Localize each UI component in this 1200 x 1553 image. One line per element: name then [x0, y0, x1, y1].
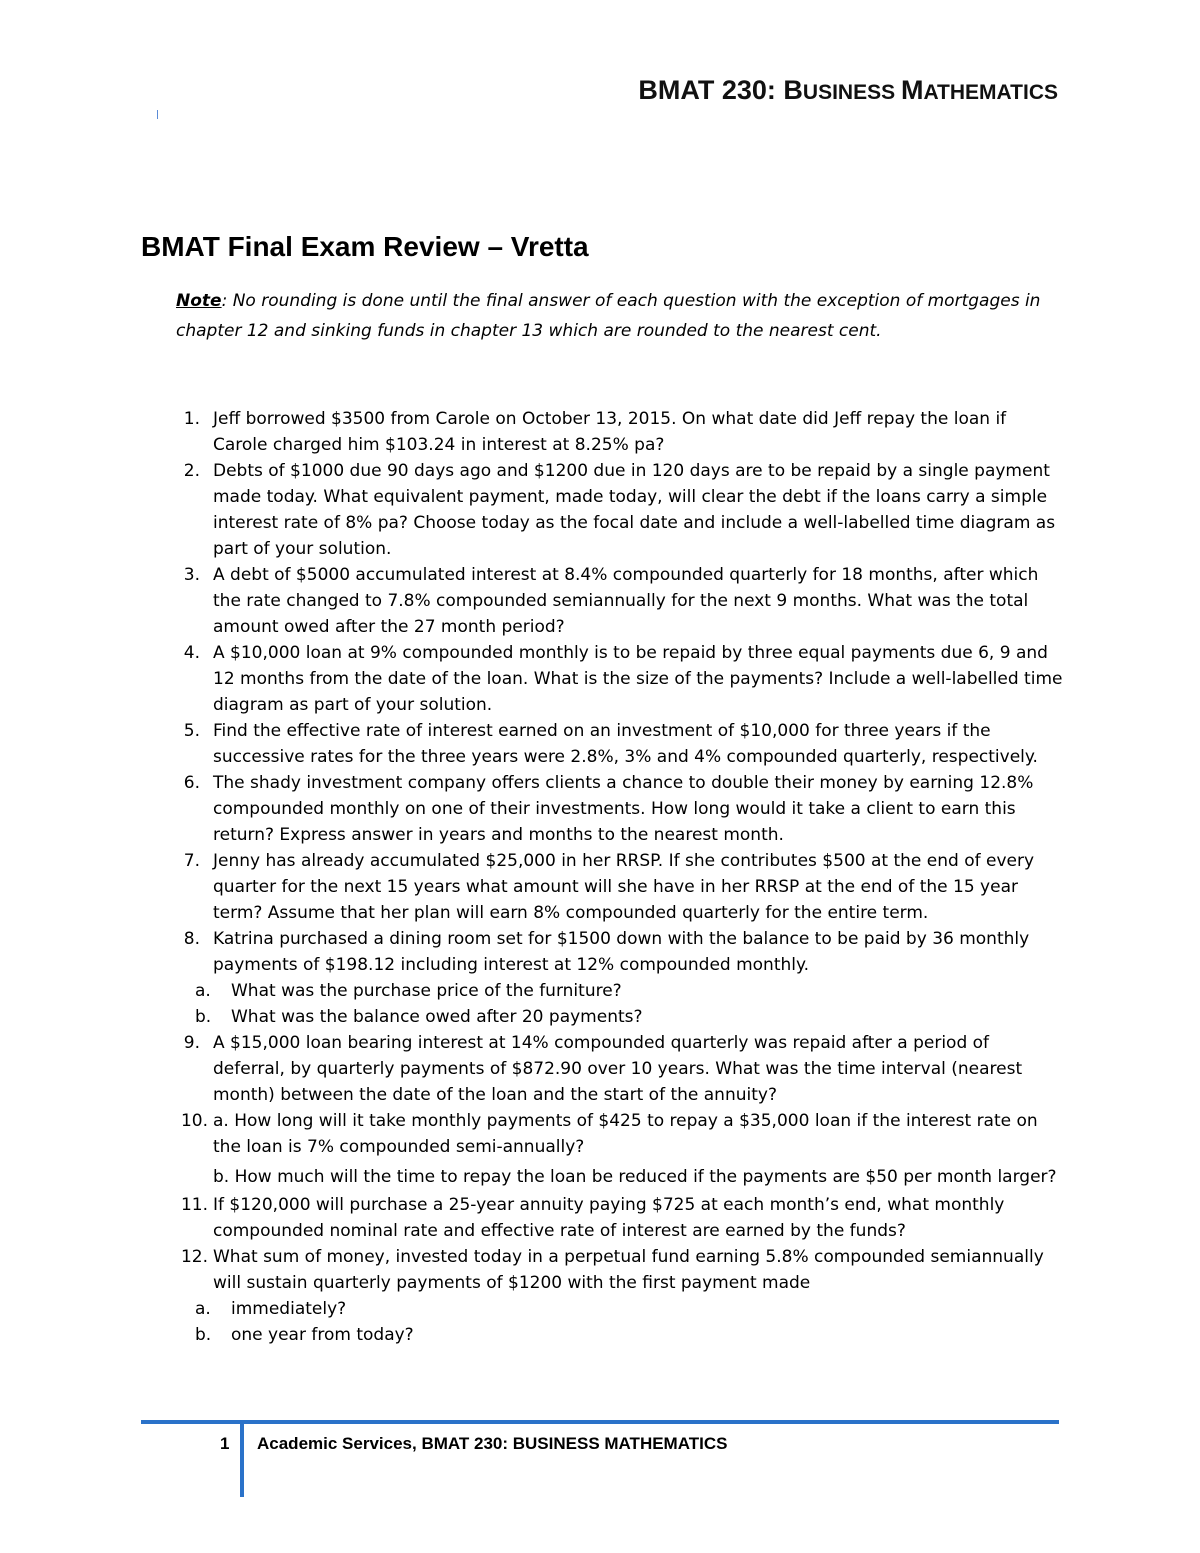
sub-question: a. immediately?	[195, 1299, 347, 1319]
question-item: 8. Katrina purchased a dining room set for $1500 down with the balance to be paid by 36 monthly payments of $198.12 including interest at 12% compounded monthly.	[183, 929, 1030, 975]
question-item: 2. Debts of $1000 due 90 days ago and $1200 due in 120 days are to be repaid by a single payment made today. What equivalent payment, made today, will clear the debt if the loans carry a simple interest rate of 8% pa? Choose today as the focal date and include a well-labelled time diagram as part of your solution.	[183, 461, 1056, 559]
document-title: BMAT Final Exam Review – Vretta	[141, 231, 589, 262]
note-label: Note	[176, 291, 222, 311]
footer-vertical-bar	[240, 1424, 244, 1497]
question-item: 4. A $10,000 loan at 9% compounded monthly is to be repaid by three equal payments due 6, 9 and 12 months from the date of the loan. What is the size of the payments? Include a well-labelled time diagram as part of your solution.	[183, 643, 1063, 715]
sub-question: b. one year from today?	[195, 1325, 414, 1345]
header-mark	[157, 110, 158, 119]
page-number: 1	[220, 1434, 230, 1453]
note	[176, 286, 1066, 346]
header-title: BMAT 230: BUSINESS MATHEMATICS	[638, 75, 1058, 105]
question-item: 5. Find the effective rate of interest earned on an investment of $10,000 for three years if the successive rates for the three years were 2.8%, 3% and 4% compounded quarterly, respectively.	[183, 721, 1038, 767]
question-item: 1. Jeff borrowed $3500 from Carole on October 13, 2015. On what date did Jeff repay the loan if Carole charged him $103.24 in interest at 8.25% pa?	[183, 409, 1007, 455]
question-item: 12. What sum of money, invested today in a perpetual fund earning 5.8% compounded semiannually will sustain quarterly payments of $1200 with the first payment made	[180, 1247, 1044, 1293]
question-item: 3. A debt of $5000 accumulated interest at 8.4% compounded quarterly for 18 months, after which the rate changed to 7.8% compounded semiannually for the next 9 months. What was the total amount owed after the 27 month period?	[183, 565, 1039, 637]
question-item: 9. A $15,000 loan bearing interest at 14% compounded quarterly was repaid after a period of deferral, by quarterly payments of $872.90 over 10 years. What was the time interval (nearest month) between the date of the loan and the start of the annuity?	[183, 1033, 1023, 1105]
sub-question: b. What was the balance owed after 20 payments?	[195, 1007, 643, 1027]
footer-text: Academic Services, BMAT 230: BUSINESS MATHEMATICS	[257, 1434, 728, 1453]
question-item: 6. The shady investment company offers clients a chance to double their money by earning 12.8% compounded monthly on one of their investments. How long would it take a client to earn this return? Express answer in years and months to the nearest month.	[183, 773, 1034, 845]
question-list	[160, 406, 1065, 1348]
footer-divider	[141, 1420, 1059, 1424]
question-item: 10. a. How long will it take monthly payments of $425 to repay a $35,000 loan if the interest rate on the loan is 7% compounded semi-annually?	[180, 1111, 1038, 1157]
header-course-code: BMAT 230:	[638, 75, 784, 105]
question-item: 11. If $120,000 will purchase a 25-year annuity paying $725 at each month’s end, what monthly compounded nominal rate and effective rate of interest are earned by the funds?	[180, 1195, 1005, 1241]
question-item: 7. Jenny has already accumulated $25,000 in her RRSP. If she contributes $500 at the end of every quarter for the next 15 years what amount will she have in her RRSP at the end of the 15 year term? Assume that her plan will earn 8% compounded quarterly for the entire term.	[183, 851, 1035, 923]
question-10b: b. How much will the time to repay the loan be reduced if the payments are $50 per month larger?	[213, 1167, 1057, 1187]
sub-question: a. What was the purchase price of the furniture?	[195, 981, 622, 1001]
note-text: : No rounding is done until the final answer of each question with the exception of mortgages in chapter 12 and sinking funds in chapter 13 which are rounded to the nearest cent.	[176, 291, 1041, 341]
